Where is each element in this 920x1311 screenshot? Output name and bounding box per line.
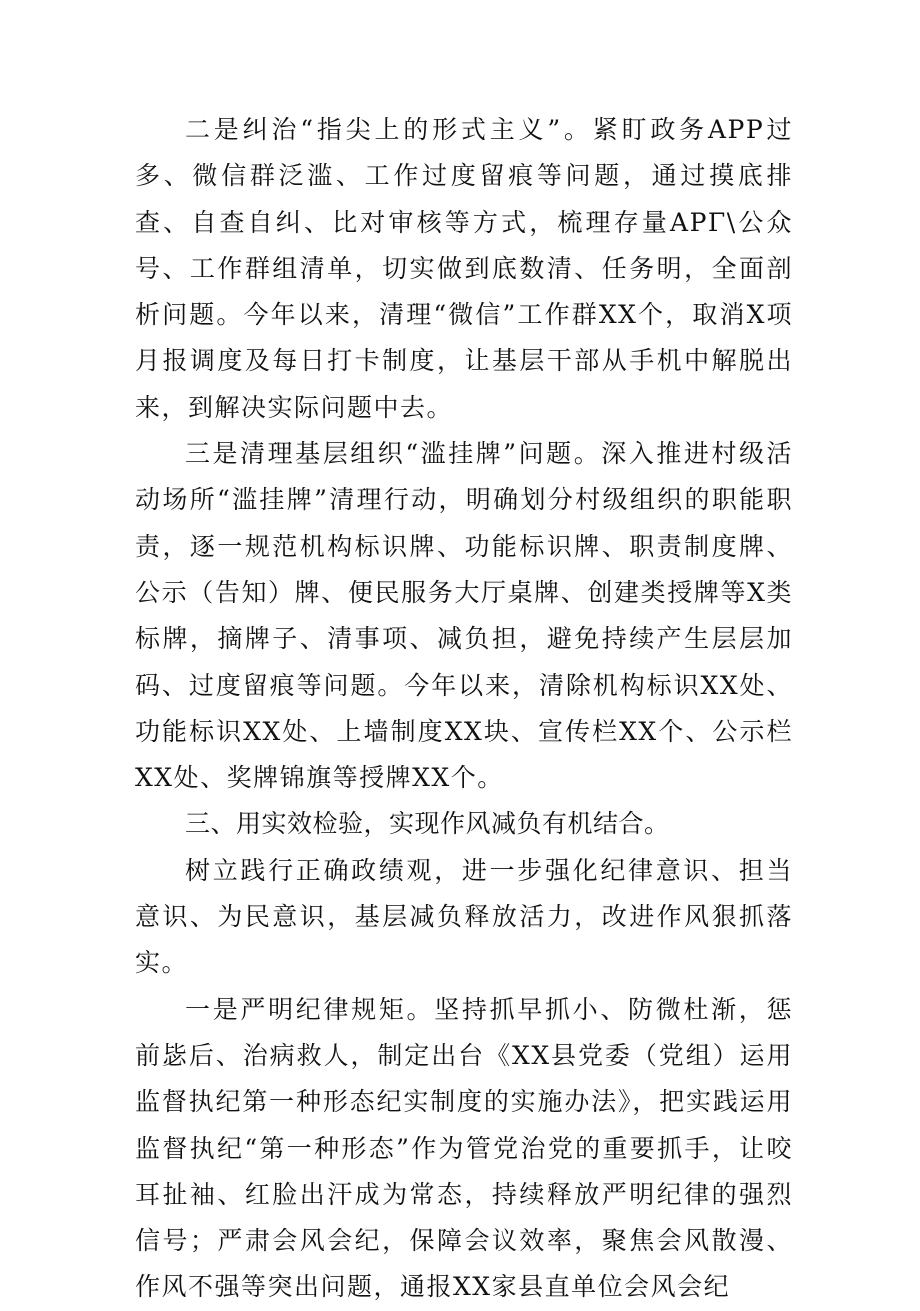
section-heading: 三、用实效检验，实现作风减负有机结合。 xyxy=(185,809,670,839)
paragraph-signboard-cleanup: 三是清理基层组织“滥挂牌”问题。深入推进村级活动场所“滥挂牌”清理行动，明确划分村级组织的职能职责，逐一规范机构标识牌、功能标识牌、职责制度牌、公示（告知）牌、便民服务大厅桌牌、创建类授牌等X类标牌，摘牌子、清事项、减负担，避免持续产生层层加码、过度留痕等问题。今年以来，清除机构标识XX处、功能标识XX处、上墙制度XX块、宣传栏XX个、公示栏XX处、奖牌锦旗等授牌XX个。 xyxy=(135,439,793,793)
paragraph-section-intro: 树立践行正确政绩观，进一步强化纪律意识、担当意识、为民意识，基层减负释放活力，改进作风狠抓落实。 xyxy=(135,855,793,978)
paragraph-fingertip-formalism: 二是纠治“指尖上的形式主义”。紧盯政务APP过多、微信群泛滥、工作过度留痕等问题，通过摸底排查、自查自纠、比对审核等方式，梳理存量APΓ\公众号、工作群组清单，切实做到底数清、任务明，全面剖析问题。今年以来，清理“微信”工作群XX个，取消X项月报调度及每日打卡制度，让基层干部从手机中解脱出来，到解决实际问题中去。 xyxy=(135,115,793,422)
document-body xyxy=(135,107,793,1311)
paragraph-discipline-rules: 一是严明纪律规矩。坚持抓早抓小、防微杜渐，惩前毖后、治病救人，制定出台《XX县党委（党组）运用监督执纪第一种形态纪实制度的实施办法》，把实践运用监督执纪“第一种形态”作为管党治党的重要抓手，让咬耳扯袖、红脸出汗成为常态，持续释放严明纪律的强烈信号；严肃会风会纪，保障会议效率，聚焦会风散漫、作风不强等突出问题，通报XX家县直单位会风会纪 xyxy=(135,994,793,1302)
